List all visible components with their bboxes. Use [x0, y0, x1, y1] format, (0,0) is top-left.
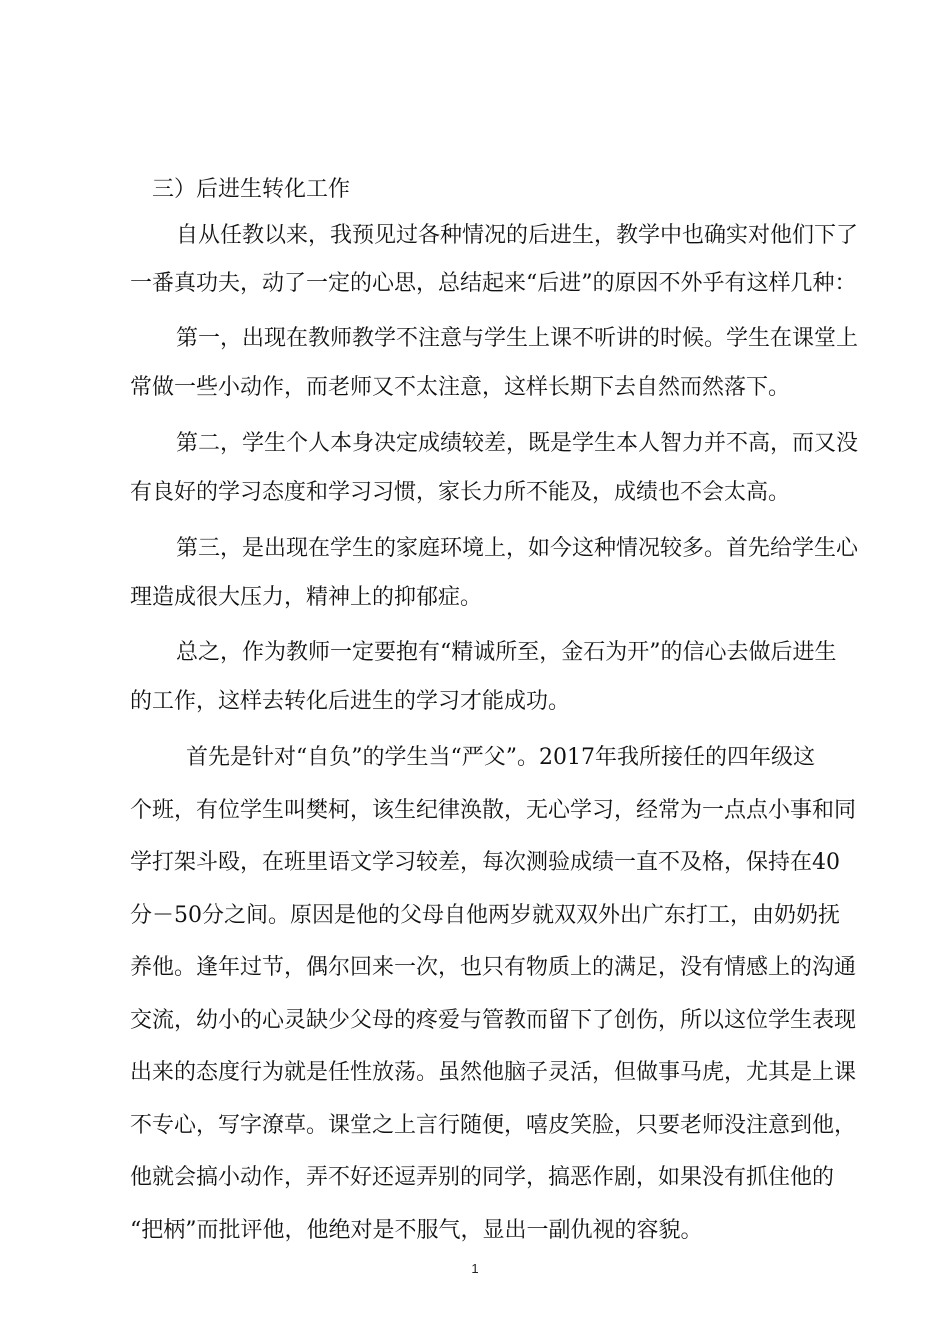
paragraph-line: 养他。逢年过节，偶尔回来一次，也只有物质上的满足，没有情感上的沟通: [130, 955, 857, 980]
paragraph-line: 他就会搞小动作，弄不好还逗弄别的同学，搞恶作剧，如果没有抓住他的: [130, 1165, 835, 1190]
paragraph-line: “把柄”而批评他，他绝对是不服气，显出一副仇视的容貌。: [130, 1218, 703, 1243]
paragraph-line: 总之，作为教师一定要抱有“精诚所至，金石为开”的信心去做后进生: [176, 640, 837, 665]
paragraph-line: 有良好的学习态度和学习习惯，家长力所不能及，成绩也不会太高。: [130, 480, 791, 505]
paragraph-line: 第三，是出现在学生的家庭环境上，如今这种情况较多。首先给学生心: [176, 536, 859, 561]
paragraph-line: 第二，学生个人本身决定成绩较差，既是学生本人智力并不高，而又没: [176, 431, 859, 456]
paragraph-line: 自从任教以来，我预见过各种情况的后进生，教学中也确实对他们下了: [176, 223, 859, 248]
paragraph-line: 的工作，这样去转化后进生的学习才能成功。: [130, 689, 571, 714]
paragraph-line: 不专心，写字潦草。课堂之上言行随便，嘻皮笑脸，只要老师没注意到他，: [130, 1113, 857, 1138]
paragraph-line: 分－50分之间。原因是他的父母自他两岁就双双外出广东打工，由奶奶抚: [130, 903, 840, 928]
paragraph-line: 学打架斗殴，在班里语文学习较差，每次测验成绩一直不及格，保持在40: [130, 850, 840, 875]
paragraph-line: 个班，有位学生叫樊柯，该生纪律涣散，无心学习，经常为一点点小事和同: [130, 798, 857, 823]
section-heading: 三）后进生转化工作: [152, 177, 351, 202]
paragraph-line: 出来的态度行为就是任性放荡。虽然他脑子灵活，但做事马虎，尤其是上课: [130, 1060, 857, 1085]
paragraph-line: 首先是针对“自负”的学生当“严父”。2017年我所接任的四年级这: [186, 745, 815, 770]
paragraph-line: 一番真功夫，动了一定的心思，总结起来“后进”的原因不外乎有这样几种：: [130, 271, 857, 296]
page-number: 1: [471, 1261, 479, 1276]
paragraph-line: 第一，出现在教师教学不注意与学生上课不听讲的时候。学生在课堂上: [176, 326, 859, 351]
paragraph-line: 交流，幼小的心灵缺少父母的疼爱与管教而留下了创伤，所以这位学生表现: [130, 1008, 857, 1033]
paragraph-line: 常做一些小动作，而老师又不太注意，这样长期下去自然而然落下。: [130, 375, 791, 400]
paragraph-line: 理造成很大压力，精神上的抑郁症。: [130, 585, 483, 610]
